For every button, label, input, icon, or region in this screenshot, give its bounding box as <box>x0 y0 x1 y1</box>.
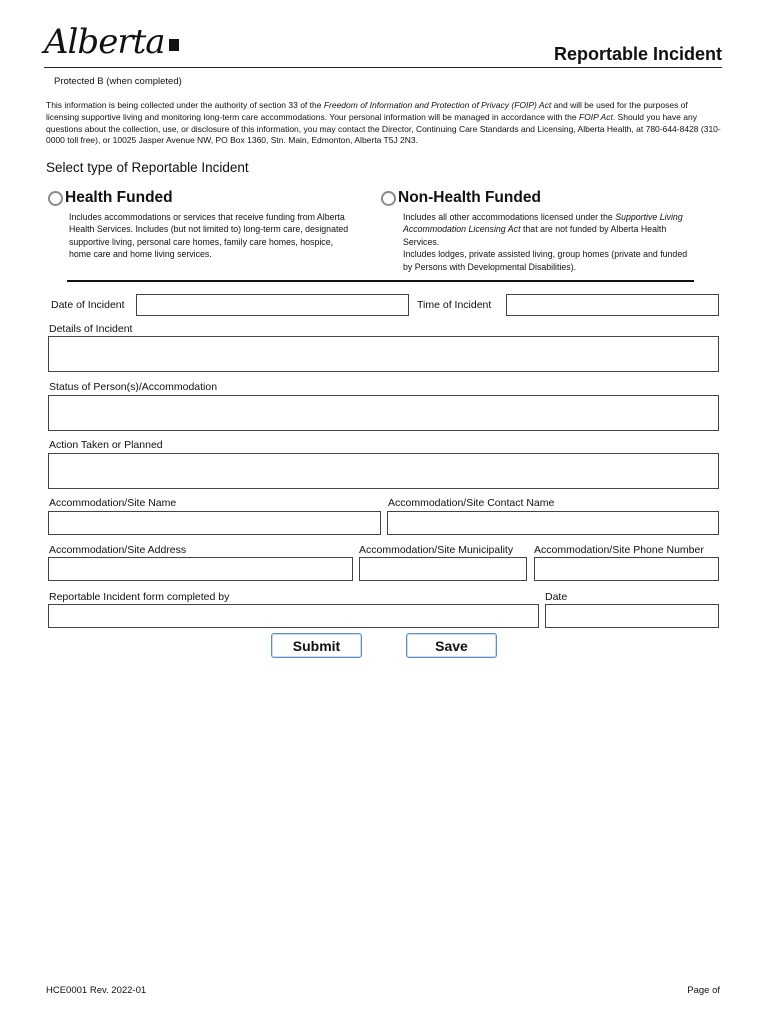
non-health-desc-act: Supportive Living Accommodation Licensing Act <box>403 212 683 235</box>
address-input[interactable] <box>49 558 352 580</box>
status-label: Status of Person(s)/Accommodation <box>49 381 218 393</box>
non-health-funded-option[interactable] <box>381 189 541 207</box>
time-of-incident-label: Time of Incident <box>417 299 492 311</box>
date-of-incident-input[interactable] <box>137 295 408 315</box>
phone-label: Accommodation/Site Phone Number <box>534 544 704 556</box>
status-field[interactable] <box>48 395 719 431</box>
health-funded-radio[interactable] <box>48 191 63 206</box>
municipality-field[interactable] <box>359 557 527 581</box>
foip-act-short: FOIP Act <box>578 111 613 122</box>
foip-text-3: . Should you have any questions about the collection, use, or disclosure of this information, you may contact the Director, Continuing Care Standards and Licensing, Alberta Health, at 780-644-8428 (310-0000 toll free), or 10025 Jasper Avenue NW, PO Box 1360, Stn. Main, Edmonton, Alberta T5J 2N3. <box>46 111 721 146</box>
non-health-desc-line1 <box>403 211 688 248</box>
health-funded-description: Includes accommodations or services that receive funding from Alberta Health Services. Includes (but not limited to) long-term care, designated supportive living, personal care homes, family care homes, hospice, home care and home living services. <box>69 212 349 260</box>
non-health-desc-text: Includes all other accommodations licensed under the <box>403 212 616 222</box>
municipality-label: Accommodation/Site Municipality <box>359 544 514 556</box>
phone-field[interactable] <box>534 557 719 581</box>
completed-by-field[interactable] <box>48 604 539 628</box>
date-field[interactable] <box>545 604 719 628</box>
action-field[interactable] <box>48 453 719 489</box>
site-name-label: Accommodation/Site Name <box>49 497 177 509</box>
foip-text-2: and will be used for the purposes of licensing supportive living and monitoring long-term care accommodations. Your personal information will be managed in accordance with the <box>46 100 688 122</box>
date-of-incident-field[interactable] <box>136 294 409 316</box>
protected-label: Protected B (when completed) <box>54 76 182 87</box>
address-field[interactable] <box>48 557 353 581</box>
address-label: Accommodation/Site Address <box>49 544 187 556</box>
select-type-heading: Select type of Reportable Incident <box>46 160 249 175</box>
non-health-funded-label: Non-Health Funded <box>398 189 541 206</box>
completed-by-input[interactable] <box>49 605 538 627</box>
details-field[interactable] <box>48 336 719 372</box>
logo-mark-icon <box>169 39 179 51</box>
time-of-incident-field[interactable] <box>506 294 719 316</box>
alberta-logo <box>44 22 179 62</box>
health-funded-option[interactable] <box>48 189 173 207</box>
health-funded-label: Health Funded <box>65 189 173 206</box>
foip-notice <box>46 100 722 147</box>
page-number: Page of <box>687 985 720 996</box>
contact-name-label: Accommodation/Site Contact Name <box>388 497 555 509</box>
section-divider <box>67 280 694 282</box>
action-input[interactable] <box>49 454 718 488</box>
date-label: Date <box>545 591 568 603</box>
date-input[interactable] <box>546 605 718 627</box>
non-health-funded-description <box>403 211 688 273</box>
foip-text-1: This information is being collected under the authority of section 33 of the <box>46 100 324 110</box>
logo-text: Alberta <box>44 22 165 62</box>
contact-name-input[interactable] <box>388 512 718 534</box>
header-divider <box>44 67 722 68</box>
non-health-desc-line2: Includes lodges, private assisted living, group homes (private and funded by Persons with Developmental Disabilities). <box>403 249 688 272</box>
site-name-input[interactable] <box>49 512 380 534</box>
non-health-desc-text-2: that are not funded by Alberta Health Services. <box>403 224 667 247</box>
details-label: Details of Incident <box>49 323 133 335</box>
action-label: Action Taken or Planned <box>49 439 163 451</box>
submit-button[interactable]: Submit <box>271 633 362 658</box>
time-of-incident-input[interactable] <box>507 295 718 315</box>
contact-name-field[interactable] <box>387 511 719 535</box>
status-input[interactable] <box>49 396 718 430</box>
municipality-input[interactable] <box>360 558 526 580</box>
completed-by-label: Reportable Incident form completed by <box>49 591 230 603</box>
form-code: HCE0001 Rev. 2022-01 <box>46 985 147 996</box>
site-name-field[interactable] <box>48 511 381 535</box>
phone-input[interactable] <box>535 558 718 580</box>
details-input[interactable] <box>49 337 718 371</box>
page-title: Reportable Incident <box>553 44 722 64</box>
date-of-incident-label: Date of Incident <box>51 299 125 311</box>
non-health-funded-radio[interactable] <box>381 191 396 206</box>
save-button[interactable]: Save <box>406 633 497 658</box>
foip-act-name: Freedom of Information and Protection of Privacy (FOIP) Act <box>323 100 552 110</box>
